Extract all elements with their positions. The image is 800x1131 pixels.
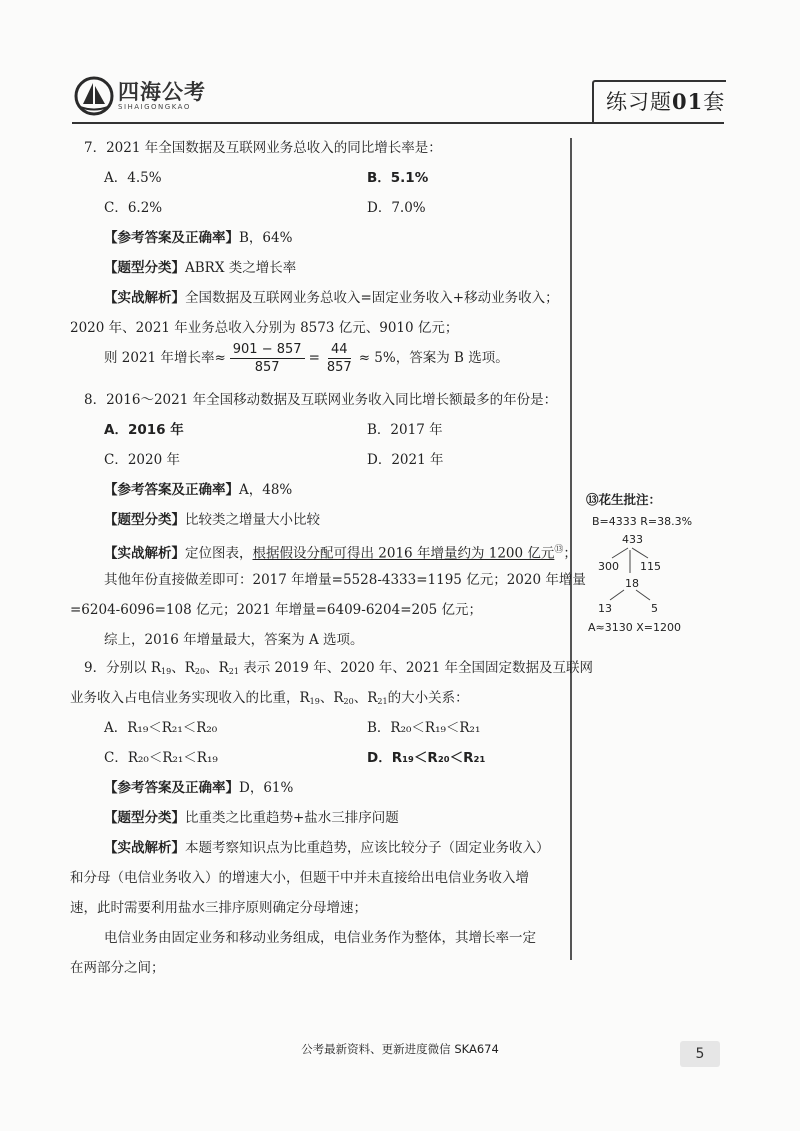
- tree-node-18: 18: [625, 577, 639, 590]
- q7-analysis-1: 【实战解析】全国数据及互联网业务总收入=固定业务收入+移动业务收入；: [104, 290, 559, 306]
- q8-type: 【题型分类】比较类之增量大小比较: [104, 512, 320, 528]
- q9-option-d: D．R₁₉＜R₂₀＜R₂₁: [367, 750, 486, 766]
- q7-option-c: C．6.2%: [104, 200, 163, 216]
- q9-analysis-4: 电信业务由固定业务和移动业务组成，电信业务作为整体，其增长率一定: [104, 930, 536, 946]
- q7-option-b: B．5.1%: [367, 170, 429, 186]
- tree-node-13: 13: [598, 602, 612, 615]
- q8-answer: 【参考答案及正确率】A，48%: [104, 482, 293, 498]
- q9-stem-1: 9．分别以 $R_{19}$、$R_{20}$、$R_{21}$ 表示 2019 年、2020 年、2021 年全国固定数据及互联网: [84, 660, 593, 676]
- tree-lines: [580, 540, 680, 610]
- q9-answer: 【参考答案及正确率】D，61%: [104, 780, 294, 796]
- tree-node-300: 300: [598, 560, 619, 573]
- tree-node-433: 433: [622, 533, 643, 546]
- q8-analysis-1: 【实战解析】定位图表，根据假设分配可得出 2016 年增量约为 1200 亿元⑬；: [104, 545, 577, 562]
- set-title: 练习题01套: [606, 89, 726, 114]
- q9-type: 【题型分类】比重类之比重趋势+盐水三排序问题: [104, 810, 399, 826]
- q9-analysis-5: 在两部分之间；: [70, 960, 165, 976]
- q8-stem: 8．2016～2021 年全国移动数据及互联网业务收入同比增长额最多的年份是：: [84, 392, 558, 408]
- q8-option-c: C．2020 年: [104, 452, 180, 468]
- q7-analysis-2: 2020 年、2021 年业务总收入分别为 8573 亿元、9010 亿元；: [70, 320, 459, 336]
- header-divider: [72, 122, 724, 124]
- q7-answer: 【参考答案及正确率】B，64%: [104, 230, 293, 246]
- side-note-result: A≈3130 X=1200: [588, 621, 681, 634]
- fraction-1: $\frac{901 - 857}{857}$: [230, 341, 305, 376]
- q8-analysis-2: 其他年份直接做差即可：2017 年增量=5528-4333=1195 亿元；2020 年增量: [104, 572, 586, 588]
- q9-option-b: B．R₂₀＜R₁₉＜R₂₁: [367, 720, 481, 736]
- q7-option-a: A．4.5%: [104, 170, 162, 186]
- page-number: 5: [680, 1041, 720, 1067]
- q9-stem-2: 业务收入占电信业务实现收入的比重，$R_{19}$、$R_{20}$、$R_{21}$的大小关系：: [70, 690, 469, 706]
- logo-name: 四海公考: [118, 80, 206, 104]
- q8-analysis-3: =6204-6096=108 亿元；2021 年增量=6409-6204=205 亿元；: [70, 602, 483, 618]
- q7-stem: 7．2021 年全国数据及互联网业务总收入的同比增长率是：: [84, 140, 442, 156]
- fraction-2: $\frac{44}{857}$: [326, 342, 352, 375]
- q9-option-c: C．R₂₀＜R₂₁＜R₁₉: [104, 750, 218, 766]
- q7-analysis-3: 则 2021 年增长率≈ $\frac{901 - 857}{857}$ = $\frac{44}{857}$ ≈ 5%，答案为 B 选项。: [104, 342, 509, 375]
- tree-node-5: 5: [651, 602, 658, 615]
- tree-node-115: 115: [640, 560, 661, 573]
- sailboat-logo-icon: [74, 76, 114, 116]
- q9-option-a: A．R₁₉＜R₂₁＜R₂₀: [104, 720, 218, 736]
- logo: [74, 76, 206, 116]
- logo-pinyin: SIHAIGONGKAO: [118, 103, 191, 111]
- q8-option-b: B．2017 年: [367, 422, 443, 438]
- footer-text: 公考最新资料、更新进度微信 SKA674: [301, 1042, 499, 1056]
- q7-type: 【题型分类】ABRX 类之增长率: [104, 260, 297, 276]
- annotation-marker: ⑬: [554, 545, 564, 555]
- side-note-line1: B=4333 R=38.3%: [592, 515, 693, 528]
- q9-analysis-2: 和分母（电信业务收入）的增速大小，但题干中并未直接给出电信业务收入增: [70, 870, 529, 886]
- q8-option-a: A．2016 年: [104, 422, 184, 438]
- side-note-title: ⑬花生批注：: [586, 492, 662, 507]
- q9-analysis-3: 速，此时需要利用盐水三排序原则确定分母增速；: [70, 900, 367, 916]
- q8-option-d: D．2021 年: [367, 452, 444, 468]
- q9-analysis-1: 【实战解析】本题考察知识点为比重趋势，应该比较分子（固定业务收入）: [104, 840, 550, 856]
- q8-analysis-4: 综上，2016 年增量最大，答案为 A 选项。: [104, 632, 364, 648]
- q7-option-d: D．7.0%: [367, 200, 426, 216]
